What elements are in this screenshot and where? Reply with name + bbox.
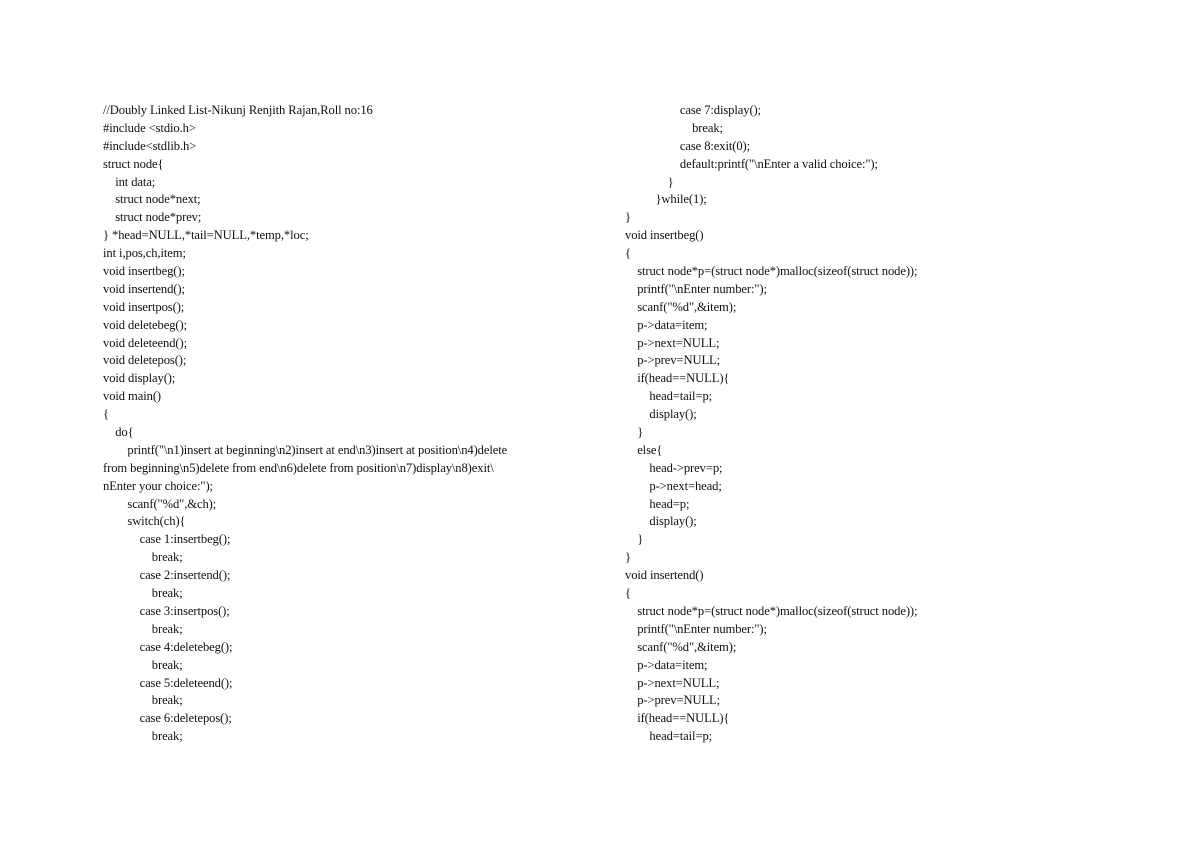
code-line: void insertbeg();	[103, 264, 185, 279]
code-line: scanf("%d",&item);	[625, 639, 737, 654]
code-line: void insertend()	[625, 568, 704, 583]
code-line: p->prev=NULL;	[625, 693, 721, 708]
code-line: case 1:insertbeg();	[103, 532, 231, 547]
code-line: printf("\nEnter number:");	[625, 281, 767, 296]
code-line: } *head=NULL,*tail=NULL,*temp,*loc;	[103, 228, 309, 243]
code-column-left	[103, 102, 603, 746]
code-line: p->next=head;	[625, 478, 722, 493]
code-line: scanf("%d",&ch);	[103, 496, 217, 511]
code-line: }	[625, 532, 644, 547]
code-line: break;	[103, 693, 183, 708]
code-line: head=tail=p;	[625, 729, 713, 744]
code-line: display();	[625, 407, 697, 422]
code-line: void deleteend();	[103, 335, 187, 350]
code-line: default:printf("\nEnter a valid choice:");	[625, 156, 878, 171]
code-line: void insertpos();	[103, 299, 185, 314]
code-line: {	[103, 407, 109, 422]
code-line: int data;	[103, 174, 156, 189]
code-line: if(head==NULL){	[625, 371, 730, 386]
code-line: }while(1);	[625, 192, 707, 207]
code-line: void insertbeg()	[625, 228, 704, 243]
code-line: }	[625, 174, 674, 189]
code-line: printf("\n1)insert at beginning\n2)insert at end\n3)insert at position\n4)delete	[103, 442, 508, 457]
code-line: void deletepos();	[103, 353, 187, 368]
code-line: case 6:deletepos();	[103, 711, 232, 726]
code-line: }	[625, 425, 644, 440]
code-line: head=tail=p;	[625, 389, 713, 404]
code-line: void display();	[103, 371, 176, 386]
code-line: break;	[103, 729, 183, 744]
code-line: scanf("%d",&item);	[625, 299, 737, 314]
code-line: void deletebeg();	[103, 317, 187, 332]
code-line: }	[625, 210, 631, 225]
code-line: #include<stdlib.h>	[103, 138, 197, 153]
code-line: break;	[103, 550, 183, 565]
code-line: display();	[625, 514, 697, 529]
code-column-right	[625, 102, 1125, 746]
code-line: case 8:exit(0);	[625, 138, 751, 153]
code-line: break;	[103, 586, 183, 601]
code-line: from beginning\n5)delete from end\n6)delete from position\n7)display\n8)exit\	[103, 460, 494, 475]
code-line: printf("\nEnter number:");	[625, 621, 767, 636]
code-line: void main()	[103, 389, 162, 404]
code-line: p->next=NULL;	[625, 335, 720, 350]
code-line: p->prev=NULL;	[625, 353, 721, 368]
code-line: #include <stdio.h>	[103, 120, 196, 135]
code-line: struct node*p=(struct node*)malloc(sizeof(struct node));	[625, 603, 918, 618]
code-line: case 5:deleteend();	[103, 675, 233, 690]
code-line: break;	[103, 621, 183, 636]
code-line: else{	[625, 442, 663, 457]
code-line: {	[625, 586, 631, 601]
code-line: break;	[103, 657, 183, 672]
code-line: struct node*prev;	[103, 210, 202, 225]
code-line: switch(ch){	[103, 514, 186, 529]
code-line: struct node*p=(struct node*)malloc(sizeof(struct node));	[625, 264, 918, 279]
code-line: head->prev=p;	[625, 460, 723, 475]
code-line: struct node*next;	[103, 192, 201, 207]
code-line: void insertend();	[103, 281, 185, 296]
code-line: if(head==NULL){	[625, 711, 730, 726]
code-line: nEnter your choice:");	[103, 478, 213, 493]
code-line: struct node{	[103, 156, 164, 171]
code-line: case 2:insertend();	[103, 568, 231, 583]
code-line: //Doubly Linked List-Nikunj Renjith Rajan,Roll no:16	[103, 103, 373, 117]
code-line: break;	[625, 120, 723, 135]
code-line: p->data=item;	[625, 657, 708, 672]
code-line: case 7:display();	[625, 103, 762, 117]
code-line: head=p;	[625, 496, 690, 511]
code-line: int i,pos,ch,item;	[103, 246, 186, 261]
code-line: }	[625, 550, 631, 565]
code-line: case 4:deletebeg();	[103, 639, 233, 654]
code-line: p->next=NULL;	[625, 675, 720, 690]
code-line: case 3:insertpos();	[103, 603, 230, 618]
code-line: {	[625, 246, 631, 261]
code-line: do{	[103, 425, 134, 440]
code-line: p->data=item;	[625, 317, 708, 332]
